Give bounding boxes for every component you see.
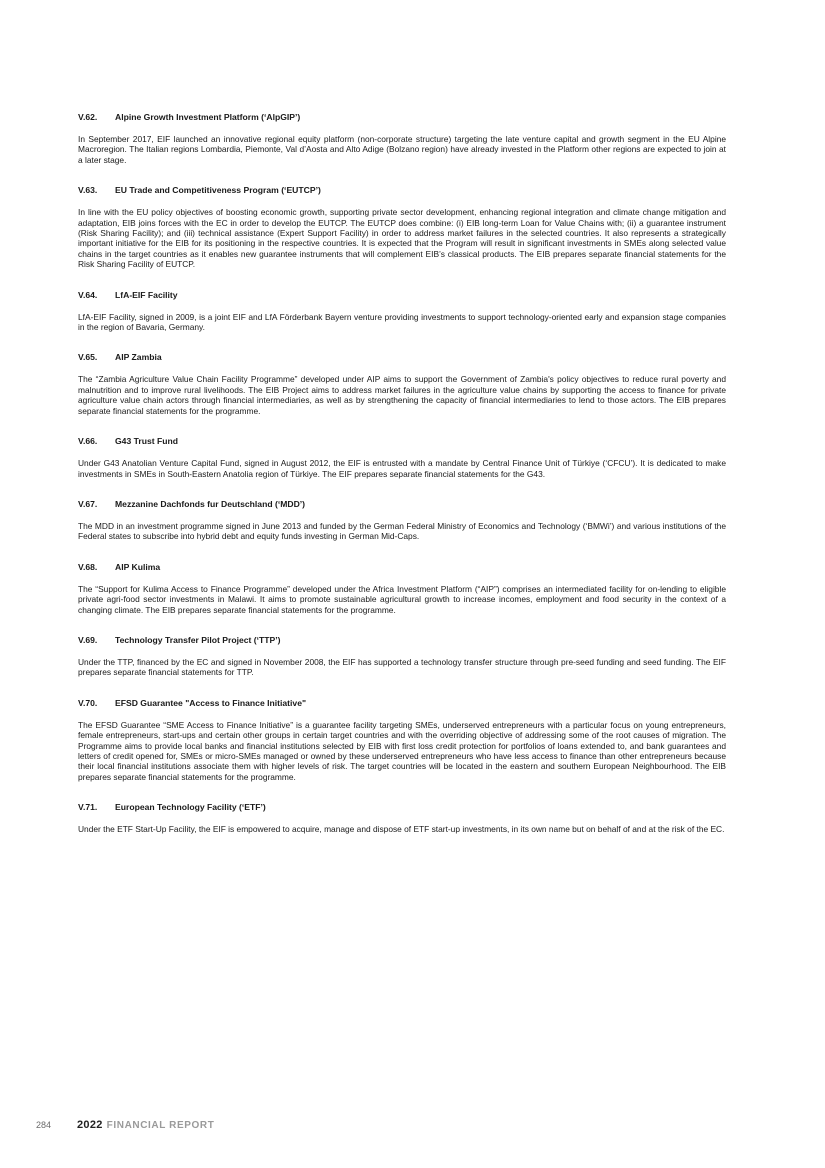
section-heading (78, 562, 726, 573)
section-title: AIP Kulima (115, 561, 161, 572)
section-v67 (78, 499, 726, 542)
report-year: 2022 (77, 1119, 103, 1131)
section-paragraph: The EFSD Guarantee “SME Access to Finance Initiative” is a guarantee facility targeting SMEs, underserved entrepreneurs with a particular focus on young entrepreneurs, female entrepreneurs, start-ups and certain other groups in certain target countries and with the overriding objective of addressing some of the root causes of migration. The Programme aims to provide local banks and financial institutions selected by EIB with first loss credit protection for portfolios of loans extended to, and bank guarantees and letters of credit opened for, SMEs or micro-SMEs managed or owned by these underserved entrepreneurs who have less access to finance than other entrepreneurs because their local financial institutions associate them with higher levels of risk. The target countries will be located in the eastern and southern European Neighbourhood. The EIB prepares separate financial statements for the programme. (78, 719, 726, 782)
section-heading (78, 635, 726, 646)
section-title: AIP Zambia (115, 352, 162, 363)
section-heading (78, 499, 726, 510)
section-v66 (78, 436, 726, 479)
section-number: V.71. (78, 802, 98, 813)
section-heading (78, 112, 726, 123)
section-title: G43 Trust Fund (115, 436, 179, 447)
section-paragraph: Under the ETF Start-Up Facility, the EIF is empowered to acquire, manage and dispose of ETF start-up investments, in its own name but on behalf of and at the risk of the EC. (78, 824, 725, 835)
section-v69 (78, 635, 726, 678)
page-number: 284 (36, 1120, 52, 1130)
section-heading (78, 352, 726, 363)
section-v65 (78, 352, 726, 416)
section-title: Technology Transfer Pilot Project (‘TTP’) (115, 634, 281, 645)
section-v64 (78, 290, 726, 333)
section-heading (78, 802, 726, 813)
section-paragraph: LfA-EIF Facility, signed in 2009, is a joint EIF and LfA Förderbank Bayern venture providing investments to support technology-oriented early and expansion stage companies in the region of Bavaria, Germany. (78, 311, 726, 333)
section-heading (78, 290, 726, 301)
section-number: V.66. (78, 436, 98, 447)
section-number: V.62. (78, 112, 98, 122)
section-title: EU Trade and Competitiveness Program (‘EUTCP’) (115, 185, 321, 196)
section-title: Alpine Growth Investment Platform (‘AlpGIP’) (115, 112, 301, 122)
section-paragraph: In September 2017, EIF launched an innovative regional equity platform (non-corporate structure) targeting the late venture capital and growth segment in the EU Alpine Macroregion. The Italian regions Lombardia, Piemonte, Val d’Aosta and Alto Adige (Bolzano region) have already invested in the Platform other regions are expected to join at a later stage. (78, 134, 726, 165)
section-v63 (78, 185, 726, 269)
section-number: V.64. (78, 289, 98, 300)
section-v62 (78, 112, 726, 165)
section-heading (78, 436, 726, 447)
section-number: V.68. (78, 561, 98, 572)
section-number: V.70. (78, 697, 98, 708)
section-paragraph: In line with the EU policy objectives of boosting economic growth, supporting private sector development, enhancing regional integration and climate change mitigation and adaptation, EIB joins forces with the EC in order to develop the EUTCP. The EUTCP does combine: (i) EIB long-term Loan for Value Chains with; (ii) a guarantee instrument (Risk Sharing Facility); and (iii) technical assistance (Expert Support Facility) in order to address market failures in the selected countries. It also represents a strategically important initiative for the EIB for its positioning in the respective countries. It is expected that the Program will result in significant investments in SMEs along selected value chains in the target countries as it enables new guarantee instruments that will complement EIB’s classical products. The EIB prepares separate financial statements for the Risk Sharing Facility of EUTCP. (78, 207, 726, 270)
section-paragraph: The “Support for Kulima Access to Finance Programme” developed under the Africa Investment Platform (“AIP”) comprises an intermediated facility for on-lending to eligible private agri-food sector investments in Malawi. It aims to promote sustainable agricultural growth to increase incomes, employment and food security in the context of a changing climate. The EIB prepares separate financial statements for the programme. (78, 583, 726, 615)
document-body (78, 112, 726, 835)
page-footer (36, 1119, 214, 1131)
section-paragraph: The MDD in an investment programme signed in June 2013 and funded by the German Federal Ministry of Economics and Technology (‘BMWi’) and various institutions of the Federal states to subscribe into hybrid debt and equity funds investing in German Mid-Caps. (78, 520, 726, 542)
section-title: Mezzanine Dachfonds fur Deutschland (‘MDD’) (115, 498, 306, 509)
section-paragraph: The “Zambia Agriculture Value Chain Facility Programme” developed under AIP aims to support the Government of Zambia's policy objectives to reduce rural poverty and malnutrition and to improve rural livelihoods. The EIB Project aims to address market failures in the agriculture value chains by supporting the access to finance for private agriculture value chain actors through financial intermediaries, as well as by strengthening the capacity of financial intermediaries to lend to those actors. The EIB prepares separate financial statements for the programme. (78, 374, 726, 416)
section-number: V.67. (78, 498, 98, 509)
section-title: EFSD Guarantee "Access to Finance Initiative" (115, 697, 307, 708)
section-title: European Technology Facility (‘ETF’) (115, 802, 266, 813)
section-number: V.65. (78, 352, 98, 363)
section-v71 (78, 802, 726, 834)
section-title: LfA-EIF Facility (115, 289, 178, 300)
section-paragraph: Under the TTP, financed by the EC and signed in November 2008, the EIF has supported a technology transfer structure through pre-seed funding and seed funding. The EIF prepares separate financial statements for TTP. (78, 656, 726, 678)
section-v68 (78, 562, 726, 615)
section-number: V.69. (78, 634, 98, 645)
section-number: V.63. (78, 185, 98, 196)
report-title: FINANCIAL REPORT (106, 1120, 215, 1131)
section-v70 (78, 698, 726, 782)
section-heading (78, 698, 726, 709)
section-heading (78, 185, 726, 196)
section-paragraph: Under G43 Anatolian Venture Capital Fund, signed in August 2012, the EIF is entrusted with a mandate by Central Finance Unit of Türkiye (‘CFCU’). It is dedicated to make investments in SMEs in South-Eastern Anatolia region of Türkiye. The EIF prepares separate financial statements for the G43. (78, 458, 726, 479)
